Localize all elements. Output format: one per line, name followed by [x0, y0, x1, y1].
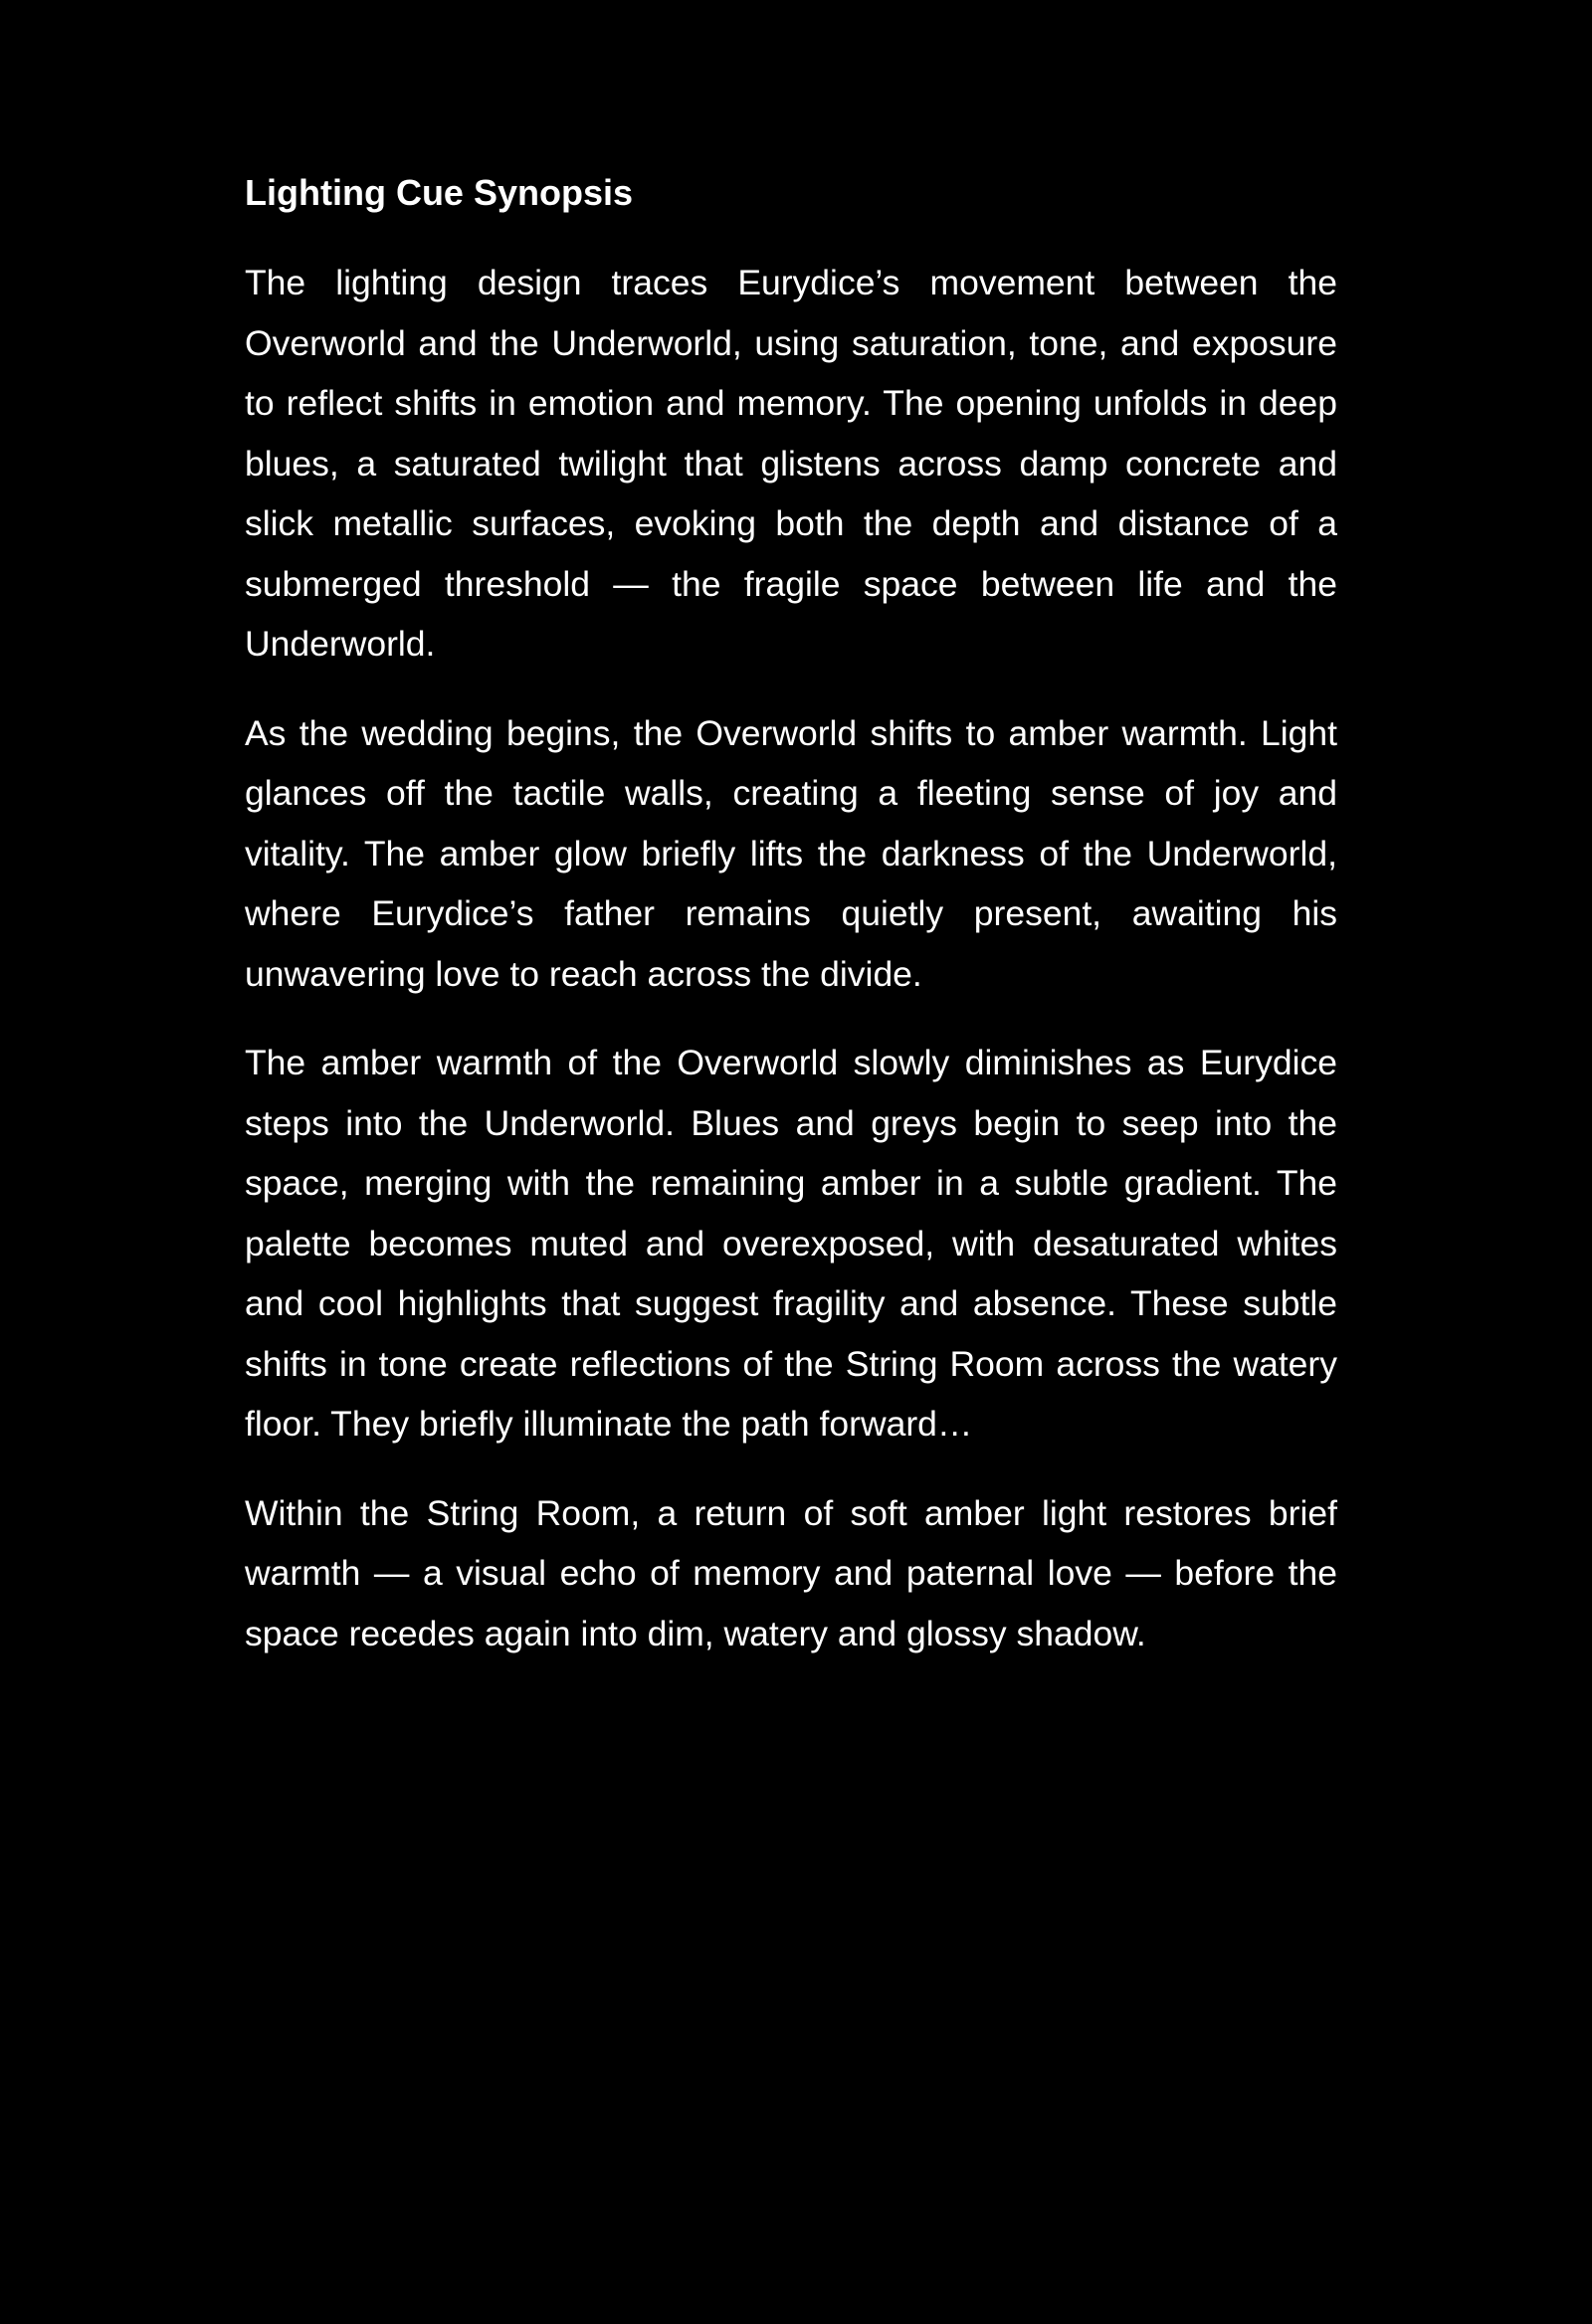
paragraph-1: The lighting design traces Eurydice’s movement between the Overworld and the Underworld, using saturation, tone, and exposure to reflect shifts in emotion and memory. The opening unfolds in deep blues, a saturated twilight that glistens across damp concrete and slick metallic surfaces, evoking both the depth and distance of a submerged threshold — the fragile space between life and the Underworld.: [245, 263, 1337, 664]
paragraph-3: The amber warmth of the Overworld slowly diminishes as Eurydice steps into the Underworld. Blues and greys begin to seep into the space, merging with the remaining amber in a subtle gradient. The palette becomes muted and overexposed, with desaturated whites and cool highlights that suggest fragility and absence. These subtle shifts in tone create reflections of the String Room across the watery floor. They briefly illuminate the path forward…: [245, 1043, 1337, 1444]
document-body: [245, 163, 1337, 1663]
paragraph-4: Within the String Room, a return of soft amber light restores brief warmth — a visual echo of memory and paternal love — before the space recedes again into dim, watery and glossy shadow.: [245, 1492, 1337, 1653]
document-heading: Lighting Cue Synopsis: [245, 172, 634, 213]
paragraph-2: As the wedding begins, the Overworld shifts to amber warmth. Light glances off the tactile walls, creating a fleeting sense of joy and vitality. The amber glow briefly lifts the darkness of the Underworld, where Eurydice’s father remains quietly present, awaiting his unwavering love to reach across the divide.: [245, 712, 1337, 994]
